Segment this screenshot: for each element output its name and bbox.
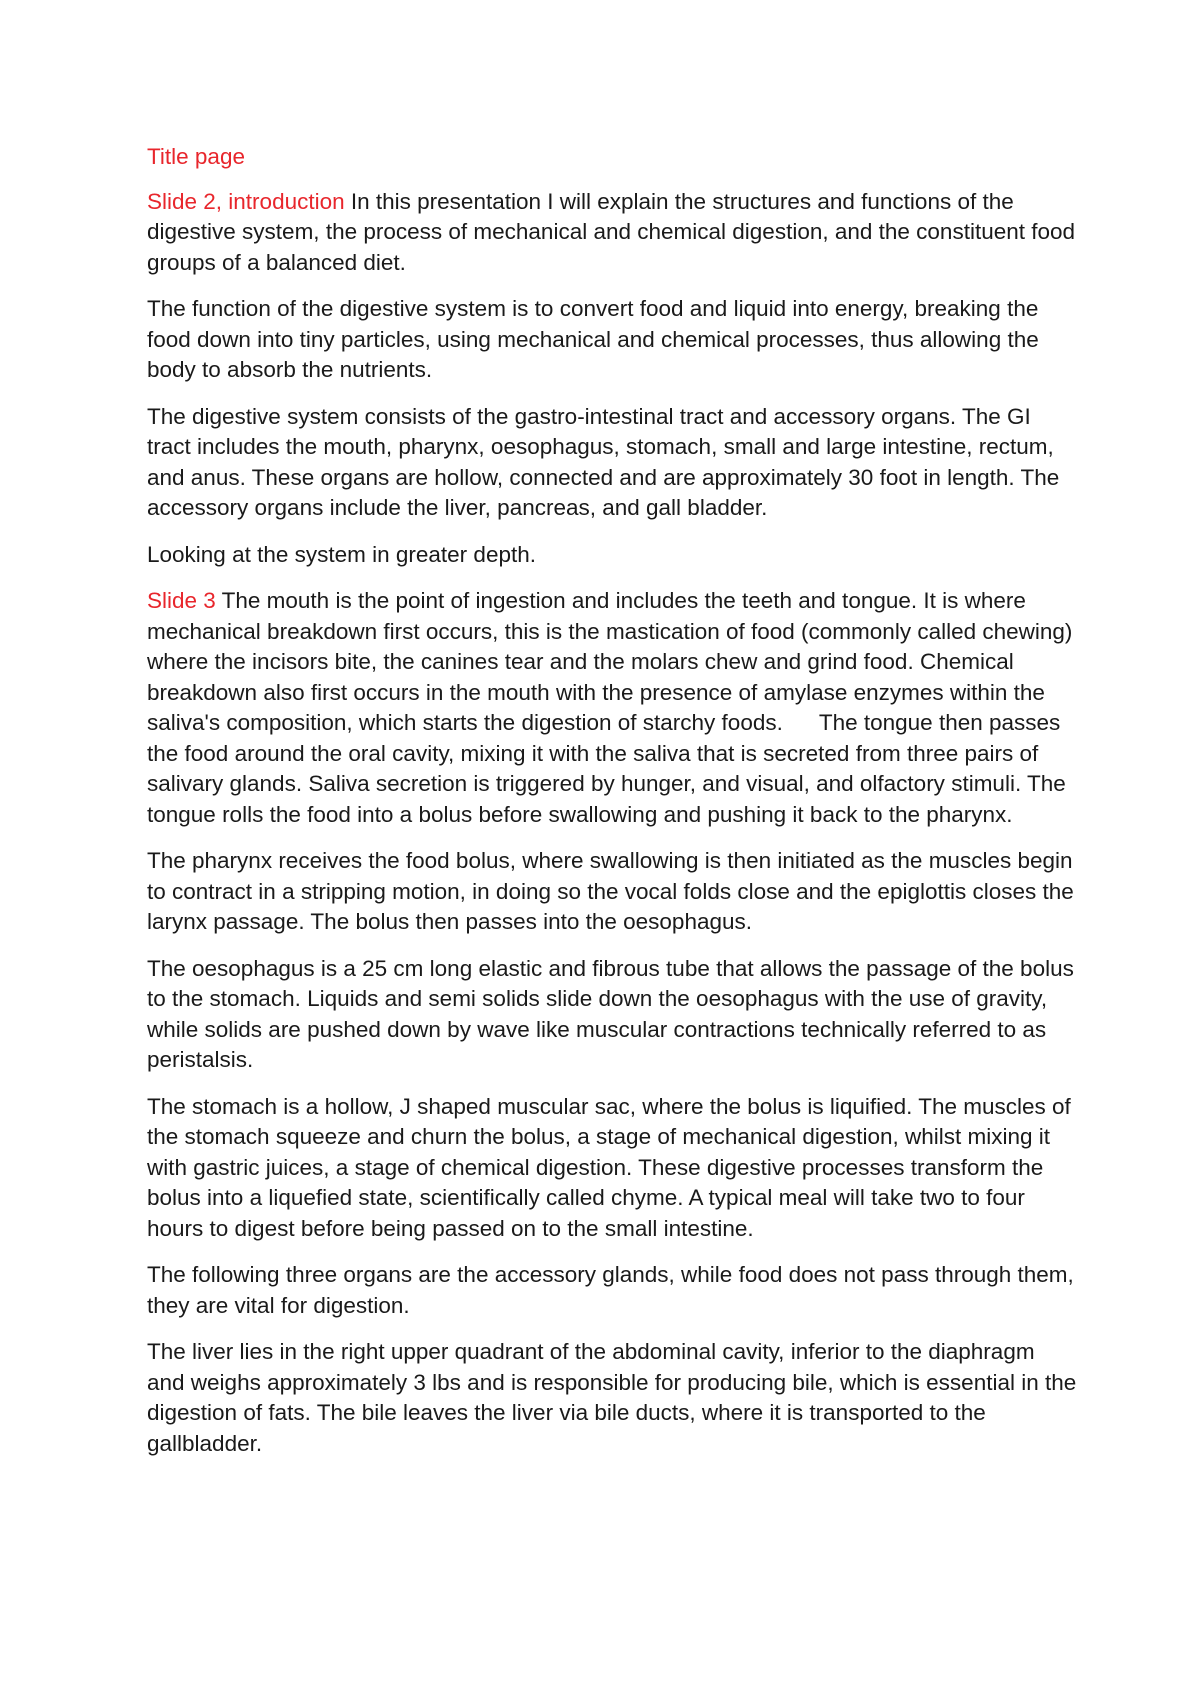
intro-text: In this presentation I will explain the structures and functions of the digestive system, the process of mechanical and chemical digestion, and the constituent food groups of a balanced diet.: [147, 188, 1076, 275]
accessory-paragraph: The following three organs are the accessory glands, while food does not pass through them, they are vital for digestion.: [147, 1262, 1074, 1318]
pharynx-paragraph: The pharynx receives the food bolus, where swallowing is then initiated as the muscles begin to contract in a stripping motion, in doing so the vocal folds close and the epiglottis closes the larynx passage. The bolus then passes into the oesophagus.: [147, 848, 1074, 934]
slide-3-text-a: The mouth is the point of ingestion and includes the teeth and tongue. It is where mechanical breakdown first occurs, this is the mastication of food (commonly called chewing) where the incisors bite, the canines tear and the molars chew and grind food. Chemical breakdown also first occurs in the mouth with the presence of amylase enzymes within the saliva's composition, which starts the digestion of starchy foods.: [147, 588, 1073, 735]
intro-paragraph: [147, 187, 1077, 279]
consists-paragraph: The digestive system consists of the gastro-intestinal tract and accessory organs. The GI tract includes the mouth, pharynx, oesophagus, stomach, small and large intestine, rectum, and anus. These organs are hollow, connected and are approximately 30 foot in length. The accessory organs include the liver, pancreas, and gall bladder.: [147, 403, 1060, 520]
document-body: [147, 142, 1077, 1475]
stomach-paragraph: The stomach is a hollow, J shaped muscular sac, where the bolus is liquified. The muscles of the stomach squeeze and churn the bolus, a stage of mechanical digestion, whilst mixing it with gastric juices, a stage of chemical digestion. These digestive processes transform the bolus into a liquefied state, scientifically called chyme. A typical meal will take two to four hours to digest before being passed on to the small intestine.: [147, 1093, 1071, 1241]
function-paragraph: The function of the digestive system is to convert food and liquid into energy, breaking the food down into tiny particles, using mechanical and chemical processes, thus allowing the body to absorb the nutrients.: [147, 296, 1039, 382]
slide-3-text-b: The tongue then passes the food around the oral cavity, mixing it with the saliva that is secreted from three pairs of salivary glands. Saliva secretion is triggered by hunger, and visual, and olfactory stimuli. The tongue rolls the food into a bolus before swallowing and pushing it back to the pharynx.: [147, 710, 1066, 827]
slide-3-paragraph: [147, 586, 1077, 830]
title-page-heading: Title page: [147, 144, 245, 169]
liver-paragraph: The liver lies in the right upper quadrant of the abdominal cavity, inferior to the diaphragm and weighs approximately 3 lbs and is responsible for producing bile, which is essential in the digestion of fats. The bile leaves the liver via bile ducts, where it is transported to the gallbladder.: [147, 1339, 1077, 1456]
looking-paragraph: Looking at the system in greater depth.: [147, 541, 536, 567]
slide-3-label: Slide 3: [147, 588, 216, 613]
slide-2-label: Slide 2, introduction: [147, 188, 345, 214]
oesophagus-paragraph: The oesophagus is a 25 cm long elastic and fibrous tube that allows the passage of the bolus to the stomach. Liquids and semi solids slide down the oesophagus with the use of gravity, while solids are pushed down by wave like muscular contractions technically referred to as peristalsis.: [147, 955, 1074, 1072]
